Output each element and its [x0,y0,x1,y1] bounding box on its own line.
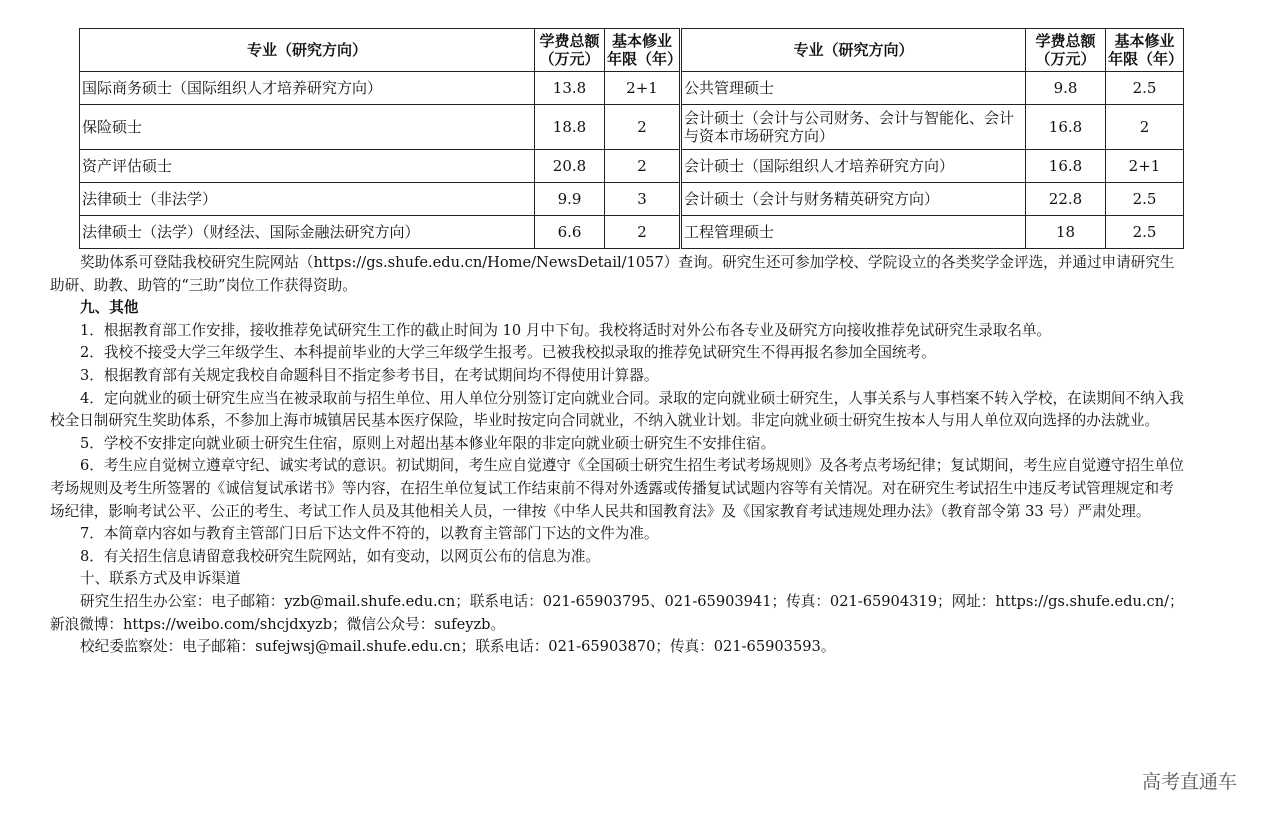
years-cell: 3 [605,183,681,216]
header-major-right: 专业（研究方向） [681,29,1026,72]
watermark-text: 高考直通车 [1142,771,1238,793]
list-item: 5．学校不安排定向就业硕士研究生住宿，原则上对超出基本修业年限的非定向就业硕士研究生不安排住宿。 [80,434,776,452]
major-cell: 保险硕士 [80,105,535,150]
years-cell: 2+1 [605,72,681,105]
major-cell: 会计硕士（会计与财务精英研究方向） [681,183,1026,216]
table-row [80,105,1184,150]
years-cell: 2.5 [1106,72,1184,105]
major-cell: 法律硕士（非法学） [80,183,535,216]
contact-supervision-office: 校纪委监察处：电子邮箱：sufejwsj@mail.shufe.edu.cn；联系电话：021-65903870；传真：021-65903593。 [80,638,836,656]
list-item: 2．我校不接受大学三年级学生、本科提前毕业的大学三年级学生报考。已被我校拟录取的推荐免试研究生不得再报名参加全国统考。 [80,344,936,362]
years-cell: 2 [605,105,681,150]
years-cell: 2.5 [1106,216,1184,249]
list-item: 1．根据教育部工作安排，接收推荐免试研究生工作的截止时间为 10 月中下旬。我校将适时对外公布各专业及研究方向接收推荐免试研究生录取名单。 [80,321,1052,339]
header-years-left: 基本修业年限（年） [605,29,681,72]
fee-cell: 18 [1026,216,1106,249]
table-row [80,150,1184,183]
table-header-row [80,29,1184,72]
fee-cell: 9.8 [1026,72,1106,105]
list-item: 7．本简章内容如与教育主管部门日后下达文件不符的，以教育主管部门下达的文件为准。 [80,525,659,543]
years-cell: 2 [605,216,681,249]
contact-admissions-office: 研究生招生办公室：电子邮箱：yzb@mail.shufe.edu.cn；联系电话：021-65903795、021-65903941；传真：021-65904319；网址：https://gs.shufe.edu.cn/；新浪微博：https://weibo.com/shcjdxyzb；微信公众号：sufeyzb。 [50,592,1184,633]
fee-cell: 13.8 [535,72,605,105]
fee-cell: 20.8 [535,150,605,183]
fee-cell: 9.9 [535,183,605,216]
major-cell: 法律硕士（法学）（财经法、国际金融法研究方向） [80,216,535,249]
major-cell: 国际商务硕士（国际组织人才培养研究方向） [80,72,535,105]
fee-cell: 6.6 [535,216,605,249]
major-cell: 资产评估硕士 [80,150,535,183]
header-fee-right: 学费总额（万元） [1026,29,1106,72]
section-heading-other: 九、其他 [80,299,139,317]
table-row [80,72,1184,105]
document-body [50,252,1185,659]
tuition-table [79,28,1184,249]
header-major-left: 专业（研究方向） [80,29,535,72]
fee-cell: 18.8 [535,105,605,150]
table-row [80,216,1184,249]
fee-cell: 16.8 [1026,150,1106,183]
years-cell: 2+1 [1106,150,1184,183]
header-years-right: 基本修业年限（年） [1106,29,1184,72]
list-item: 4．定向就业的硕士研究生应当在被录取前与招生单位、用人单位分别签订定向就业合同。录取的定向就业硕士研究生，人事关系与人事档案不转入学校，在读期间不纳入我校全日制研究生奖助体系，不参加上海市城镇居民基本医疗保险，毕业时按定向合同就业，不纳入就业计划。非定向就业硕士研究生按本人与用人单位双向选择的办法就业。 [50,389,1184,430]
table-row [80,183,1184,216]
section-heading-contact: 十、联系方式及申诉渠道 [80,570,241,588]
major-cell: 公共管理硕士 [681,72,1026,105]
fee-cell: 22.8 [1026,183,1106,216]
years-cell: 2 [605,150,681,183]
major-cell: 会计硕士（会计与公司财务、会计与智能化、会计与资本市场研究方向） [681,105,1026,150]
list-item: 3．根据教育部有关规定我校自命题科目不指定参考书目，在考试期间均不得使用计算器。 [80,366,659,384]
fee-cell: 16.8 [1026,105,1106,150]
years-cell: 2.5 [1106,183,1184,216]
header-fee-left: 学费总额（万元） [535,29,605,72]
scholarship-note: 奖助体系可登陆我校研究生院网站（https://gs.shufe.edu.cn/Home/NewsDetail/1057）查询。研究生还可参加学校、学院设立的各类奖学金评选，并通过申请研究生助研、助教、助管的“三助”岗位工作获得资助。 [50,254,1175,294]
major-cell: 工程管理硕士 [681,216,1026,249]
list-item: 6．考生应自觉树立遵章守纪、诚实考试的意识。初试期间，考生应自觉遵守《全国硕士研究生招生考试考场规则》及各考点考场纪律；复试期间，考生应自觉遵守招生单位考场规则及考生所签署的《诚信复试承诺书》等内容，在招生单位复试工作结束前不得对外透露或传播复试试题内容等有关情况。对在研究生考试招生中违反考试管理规定和考场纪律，影响考试公平、公正的考生、考试工作人员及其他相关人员，一律按《中华人民共和国教育法》及《国家教育考试违规处理办法》（教育部令第 33 号）严肃处理。 [50,457,1184,520]
major-cell: 会计硕士（国际组织人才培养研究方向） [681,150,1026,183]
list-item: 8．有关招生信息请留意我校研究生院网站，如有变动，以网页公布的信息为准。 [80,547,601,565]
years-cell: 2 [1106,105,1184,150]
